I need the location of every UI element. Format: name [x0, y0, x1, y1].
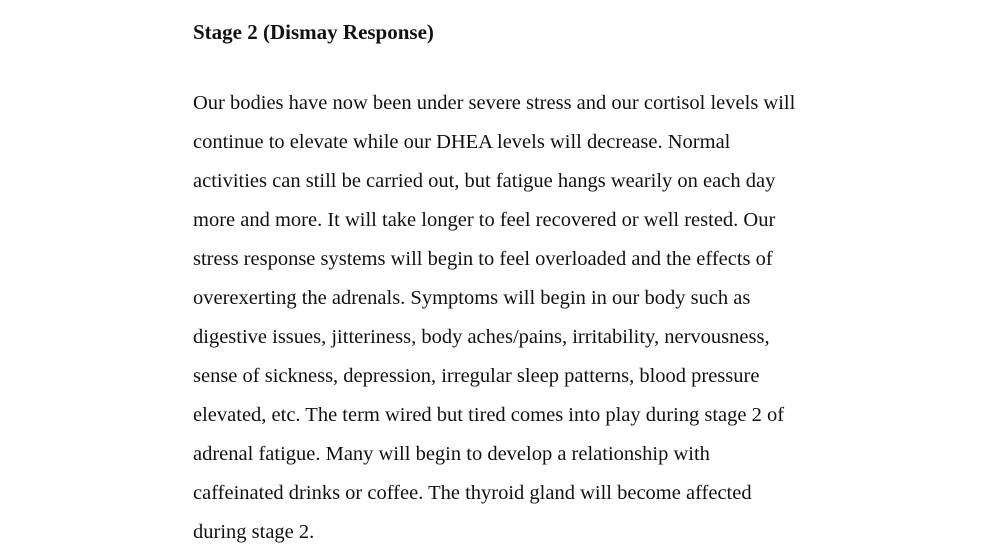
paragraph-line: activities can still be carried out, but fatigue hangs wearily on each day: [193, 170, 776, 192]
paragraph-line: digestive issues, jitteriness, body aches/pains, irritability, nervousness,: [193, 326, 770, 348]
paragraph-line: Our bodies have now been under severe stress and our cortisol levels will: [193, 92, 796, 114]
paragraph-line: elevated, etc. The term wired but tired comes into play during stage 2 of: [193, 404, 785, 426]
paragraph-line: stress response systems will begin to feel overloaded and the effects of: [193, 248, 773, 270]
paragraph-line: sense of sickness, depression, irregular sleep patterns, blood pressure: [193, 365, 760, 387]
section-heading: Stage 2 (Dismay Response): [193, 20, 434, 44]
paragraph-line: more and more. It will take longer to feel recovered or well rested. Our: [193, 209, 776, 231]
paragraph-line: adrenal fatigue. Many will begin to develop a relationship with: [193, 443, 710, 465]
paragraph-line: overexerting the adrenals. Symptoms will begin in our body such as: [193, 287, 751, 309]
section-paragraph: [193, 84, 795, 552]
paragraph-line: during stage 2.: [193, 521, 315, 543]
paragraph-line: caffeinated drinks or coffee. The thyroid gland will become affected: [193, 482, 752, 504]
paragraph-line: continue to elevate while our DHEA levels will decrease. Normal: [193, 131, 731, 153]
